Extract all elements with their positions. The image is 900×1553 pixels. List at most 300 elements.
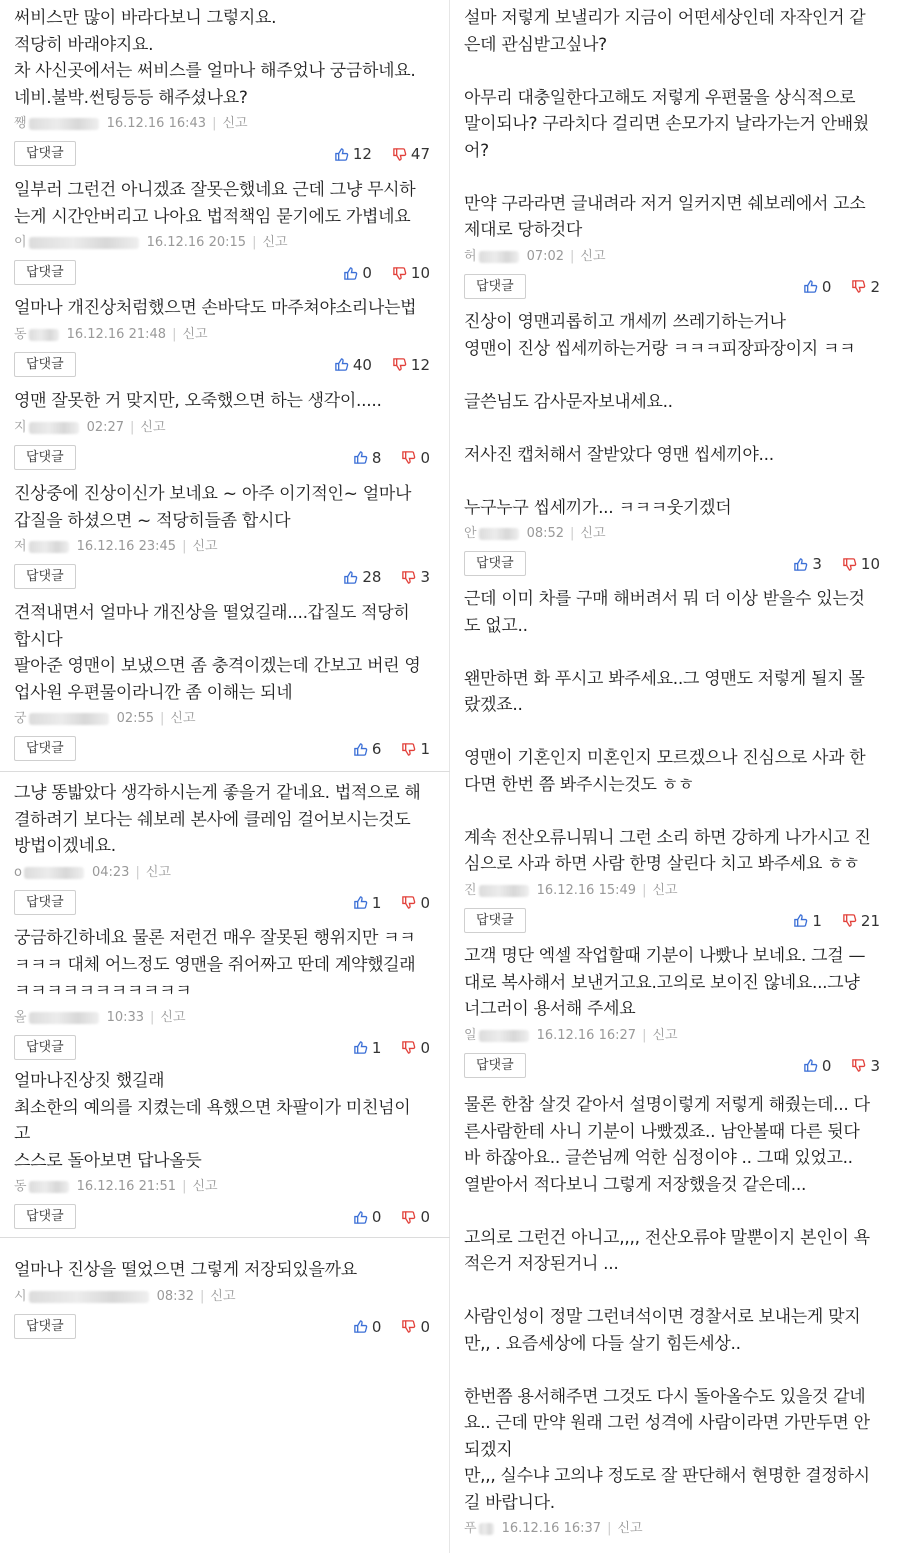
vote-group [334,145,430,163]
reply-button[interactable]: 답댓글 [464,1053,526,1078]
meta-separator: | [182,1179,187,1194]
thumbs-down-icon [392,357,411,372]
comment-actions [14,736,436,762]
comment-date: 16.12.16 16:37 [501,1521,602,1536]
comment-text-line: 영맨 잘못한 거 맞지만, 오죽했으면 하는 생각이..... [14,391,382,411]
thumbs-down-icon [392,147,411,162]
downvote-button[interactable] [851,278,880,296]
report-link[interactable]: 신고 [580,526,606,541]
meta-separator: | [642,1027,647,1043]
comment-text-line: 만,,, 실수냐 고의냐 정도로 잘 판단해서 현명한 결정하시 [464,1466,870,1486]
meta-separator: | [130,419,135,435]
thumbs-down-icon [842,913,861,928]
blurred-author-mask [29,713,109,725]
thumbs-up-icon [334,357,353,372]
comment-text-line: 랐겠죠.. [464,695,523,715]
comment-text-line: 고 [14,1124,31,1144]
comment-text-line: 얼마나 진상을 떨었으면 그렇게 저장되있을까요 [14,1260,357,1280]
vote-group [353,1039,430,1057]
comment-text-line: 스스로 돌아보면 답나올듯 [14,1150,202,1171]
section-divider [0,771,450,772]
thumbs-down-icon [842,557,861,572]
blurred-author-mask [24,867,84,879]
meta-separator: | [570,248,575,264]
thumbs-up-icon [353,450,372,465]
comment-text-line: 다면 한번 쯤 봐주시는것도 ㅎㅎ [464,774,695,795]
comment-text-line: 는게 시간안버리고 나아요 법적책임 묻기에도 가볍네요 [14,206,411,227]
thumbs-up-icon [353,1319,372,1334]
thumbs-up-icon [353,1210,372,1225]
report-link[interactable]: 신고 [145,864,171,880]
comment-text-line [464,639,886,666]
reply-button[interactable]: 답댓글 [464,274,526,299]
thumbs-down-icon [401,570,420,585]
comment-meta [464,881,886,901]
comment-text-line [464,362,886,389]
report-link[interactable]: 신고 [652,1027,678,1043]
comment-date: 08:52 [526,526,565,541]
comment-text [14,5,436,111]
comment-actions [464,274,886,300]
comment-text-line: 일부러 그런건 아니겠죠 잘못은했네요 근데 그냥 무시하 [14,180,416,200]
upvote-count: 1 [371,1038,382,1057]
comment-text-line: 사람인성이 정말 그런녀석이면 경찰서로 보내는게 맞지 [464,1307,861,1327]
vote-group [793,912,880,930]
comment-text-line: 제대로 당하것다 [464,220,582,240]
blurred-author-mask [479,251,519,263]
comment-text [14,177,436,230]
author-name[interactable]: 일 [464,1026,529,1046]
comment-text-line: 방법이겠네요. [14,836,116,856]
comment-text-line [464,1198,886,1225]
comment-item [450,586,900,934]
upvote-button[interactable] [803,1057,832,1075]
meta-separator: | [212,116,217,131]
upvote-count: 28 [362,568,382,586]
meta-separator: | [252,235,257,250]
comment-text-line [464,1357,886,1384]
section-divider [0,1237,450,1238]
downvote-button[interactable] [842,912,880,930]
upvote-button[interactable] [353,894,382,912]
report-link[interactable]: 신고 [140,419,166,435]
comment-text [14,925,436,1005]
downvote-button[interactable] [842,555,880,573]
upvote-count: 6 [371,740,382,758]
comment-text-line: 그냥 똥밟았다 생각하시는게 좋을거 같네요. 법적으로 해 [14,783,421,803]
comment-item [0,481,450,590]
downvote-count: 0 [420,1317,430,1336]
thumbs-up-icon [353,1040,372,1055]
comment-text [464,1092,886,1516]
meta-separator: | [607,1521,612,1536]
upvote-button[interactable] [353,449,382,467]
comment-text-line: 대로 복사해서 보낸거고요.고의로 보이진 않네요...그냥 [464,972,860,993]
comment-meta [464,524,886,544]
comment-text-line: 만약 구라라면 글내려라 저거 일커지면 쉐보레에서 고소 [464,193,866,214]
comment-text-line: 진상중에 진상이신가 보네요 ~ 아주 이기적인~ 얼마나 [14,484,412,504]
reply-button[interactable]: 답댓글 [14,890,76,915]
author-name[interactable]: 올 [14,1008,99,1028]
thumbs-up-icon [343,570,362,585]
comment-text [464,943,886,1023]
author-name[interactable]: 동 [14,1177,69,1197]
meta-separator: | [160,711,165,726]
upvote-count: 1 [371,893,382,912]
reply-button[interactable]: 답댓글 [14,1035,76,1060]
upvote-button[interactable] [334,356,372,374]
downvote-count: 1 [420,740,430,758]
downvote-count: 21 [860,911,880,930]
comment-actions [14,141,436,167]
thumbs-up-icon [353,895,372,910]
comment-text-line: 말이되나? 구라치다 걸리면 손모가지 날라가는거 안배웠 [464,114,870,134]
comment-actions [14,445,436,471]
comment-text-line: 누구누구 씹세끼가... ㅋㅋㅋ웃기겠더 [464,497,732,518]
thumbs-down-icon [401,1319,420,1334]
upvote-button[interactable] [803,278,832,296]
blurred-author-mask [29,541,69,553]
downvote-button[interactable] [401,740,430,758]
reply-button[interactable]: 답댓글 [14,564,76,589]
comment-actions [14,1314,436,1340]
downvote-count: 10 [860,555,880,573]
comment-text-line: 설마 저렇게 보낼리가 지금이 어떤세상인데 자작인거 같 [464,8,866,28]
upvote-button[interactable] [343,568,381,586]
comment-text [14,600,436,706]
comment-text-line: 고의로 그런건 아니고,,,, 전산오류야 말뿐이지 본인이 욕 [464,1227,870,1248]
comment-actions [14,352,436,378]
comment-text-line: 어? [464,140,489,161]
comment-text-line: 합시다 [14,629,63,650]
author-name[interactable]: 안 [464,524,519,544]
thumbs-up-icon [793,913,812,928]
report-link[interactable]: 신고 [222,116,248,131]
report-link[interactable]: 신고 [580,248,606,264]
downvote-count: 0 [420,1208,430,1226]
comment-text-line: 차 사신곳에서는 써비스를 얼마나 해주었나 궁금하네요. [14,61,416,81]
comment-text [14,481,436,534]
report-link[interactable]: 신고 [192,539,218,554]
comment-text-line: 견적내면서 얼마나 개진상을 떨었길래....갑질도 적당히 [14,603,410,623]
reply-button[interactable]: 답댓글 [14,352,76,377]
thumbs-down-icon [851,1058,870,1073]
thumbs-up-icon [803,279,822,294]
author-name[interactable]: 진 [464,881,529,901]
author-name[interactable]: 동 [14,325,59,345]
comment-meta [464,247,886,267]
report-link[interactable]: 신고 [210,1288,236,1304]
blurred-author-mask [479,1030,529,1042]
comment-text-line: 결하려기 보다는 쉐보레 본사에 클레임 걸어보시는것도 [14,809,411,830]
upvote-button[interactable] [343,264,372,282]
reply-button[interactable]: 답댓글 [464,551,526,576]
upvote-button[interactable] [353,740,382,758]
downvote-button[interactable] [401,1208,430,1226]
vote-group [334,356,430,374]
comment-text-line: 계속 전산오류니뭐니 그런 소리 하면 강하게 나가시고 진 [464,827,871,848]
comment-item [0,780,450,916]
comment-date: 07:02 [526,248,565,264]
comment-text-line: 최소한의 예의를 지켰는데 욕했으면 차팔이가 미친넘이 [14,1097,411,1118]
comment-actions [14,890,436,916]
author-name[interactable]: 궁 [14,709,109,729]
report-link[interactable]: 신고 [192,1179,218,1194]
comment-text [14,1068,436,1174]
upvote-count: 40 [352,355,372,374]
thumbs-down-icon [851,279,870,294]
comment-date: 16.12.16 16:27 [536,1027,637,1043]
upvote-count: 8 [371,448,382,467]
report-link[interactable]: 신고 [652,882,678,898]
comment-text-line: 적은거 저장된거니 ... [464,1254,619,1274]
vote-group [803,278,880,296]
comment-text-line [464,1278,886,1305]
comment-text-line [464,798,886,825]
author-name[interactable]: 푸 [464,1519,494,1539]
upvote-button[interactable] [793,555,822,573]
comment-date: 04:23 [91,864,130,880]
comment-text-line [464,719,886,746]
meta-separator: | [135,864,140,880]
upvote-count: 0 [821,1056,832,1075]
comment-text [464,309,886,521]
downvote-count: 3 [420,568,430,586]
meta-separator: | [570,526,575,541]
thumbs-up-icon [803,1058,822,1073]
comment-text-line: 한번쯤 용서해주면 그것도 다시 돌아올수도 있을것 같네 [464,1386,866,1407]
comment-text-line: 근데 이미 차를 구매 해버려서 뭐 더 이상 받을수 있는것 [464,589,865,609]
comment-meta [14,114,436,134]
downvote-button[interactable] [392,356,430,374]
downvote-button[interactable] [401,449,430,467]
author-name[interactable]: 이 [14,233,139,253]
upvote-count: 1 [812,911,822,930]
comment-text-line: 은데 관심받고싶나? [464,34,607,55]
comment-date: 02:27 [86,419,125,435]
meta-separator: | [172,326,177,342]
comment-text-line [464,468,886,495]
downvote-button[interactable] [401,1039,430,1057]
comment-actions [464,1053,886,1079]
vote-group [353,1208,430,1226]
downvote-button[interactable] [401,1318,430,1336]
downvote-button[interactable] [392,264,430,282]
comment-item [0,295,450,378]
upvote-button[interactable] [793,912,822,930]
comment-meta [464,1026,886,1046]
comment-item [450,1092,900,1539]
comment-meta [14,233,436,253]
comment-text-line: 너그러이 용서해 주세요 [464,999,636,1019]
reply-button[interactable]: 답댓글 [14,1314,76,1339]
comment-text [14,1257,436,1284]
comment-date: 08:32 [156,1288,195,1304]
report-link[interactable]: 신고 [617,1521,643,1536]
comment-item [0,1257,450,1340]
comment-meta [14,709,436,729]
comment-text-line: 아무리 대충일한다고해도 저렇게 우편물을 상식적으로 [464,87,856,108]
comment-text-line: 물론 한참 살것 같아서 설명이렇게 저렇게 해줬는데... 다 [464,1095,870,1115]
comment-text-line: 영맨이 진상 씹세끼하는거랑 ㅋㅋㅋ피장파장이지 ㅋㅋ [464,338,856,359]
comment-text-line: 팔아준 영맨이 보냈으면 좀 충격이겠는데 간보고 버린 영 [14,656,421,676]
meta-separator: | [642,882,647,898]
vote-group [353,449,430,467]
blurred-author-mask [479,1523,494,1535]
comment-item [0,1068,450,1230]
blurred-author-mask [29,1291,149,1303]
comment-text-line: 심으로 사과 하면 사람 한명 살린다 치고 봐주세요 ㅎㅎ [464,854,860,874]
blurred-author-mask [29,329,59,341]
blurred-author-mask [29,237,139,249]
upvote-count: 0 [362,264,372,282]
upvote-count: 3 [812,555,822,573]
thumbs-down-icon [401,1210,420,1225]
comment-text-line: 업사원 우편물이라니깐 좀 이해는 되네 [14,682,293,703]
author-name[interactable]: 지 [14,418,79,438]
comment-text-line [464,164,886,191]
report-link[interactable]: 신고 [170,711,196,726]
upvote-button[interactable] [353,1318,382,1336]
comment-text [14,388,436,415]
author-name[interactable]: 쨍 [14,114,99,134]
downvote-count: 12 [410,355,430,374]
thumbs-down-icon [401,895,420,910]
upvote-count: 0 [371,1317,382,1336]
author-name[interactable]: 허 [464,247,519,267]
comment-text-line: 궁금하긴하네요 물론 저런건 매우 잘못된 행위지만 ㅋㅋ [14,928,416,948]
thumbs-up-icon [353,742,372,757]
comment-text-line: 적당히 바래야지요. [14,34,154,55]
comment-actions [14,1035,436,1061]
thumbs-down-icon [401,1040,420,1055]
comment-text-line [464,415,886,442]
upvote-button[interactable] [334,145,372,163]
comment-text-line: 고객 명단 엑셀 작업할때 기분이 나빴나 보네요. 그걸 — [464,946,866,966]
comment-text-line: 른사람한테 사니 기분이 나빴겠죠.. 남안볼때 다른 뒷다 [464,1121,860,1142]
vote-group [353,1318,430,1336]
reply-button[interactable]: 답댓글 [14,736,76,761]
downvote-count: 10 [410,264,430,282]
comment-actions [464,908,886,934]
author-name[interactable]: 시 [14,1287,149,1307]
comment-text-line: 도 없고.. [464,615,528,636]
comment-item [0,388,450,471]
comment-text-line: 갑질을 하셨으면 ~ 적당히들좀 합시다 [14,510,291,531]
comment-text-line: ㅋㅋㅋㅋㅋㅋㅋㅋㅋㅋㅋ [14,981,192,1001]
report-link[interactable]: 신고 [182,326,208,342]
comment-actions [14,1204,436,1230]
blurred-author-mask [29,118,99,130]
comment-text-line: 바 하잖아요.. 글쓴님께 억한 심정이야 .. 그때 있었고.. [464,1148,853,1168]
thumbs-up-icon [793,557,812,572]
comment-meta [14,1008,436,1028]
comment-text-line: 글쓴님도 감사문자보내세요.. [464,391,673,412]
comment-item [0,177,450,286]
comment-text-line: 얼마나진상짓 했길래 [14,1071,165,1091]
upvote-button[interactable] [353,1039,382,1057]
comment-text [14,295,436,322]
comment-text-line [464,58,886,85]
comment-text [464,5,886,244]
comment-date: 16.12.16 21:51 [76,1179,177,1194]
thumbs-up-icon [343,266,362,281]
comment-actions [14,564,436,590]
comment-text-line: 얼마나 개진상처럼했으면 손바닥도 마주쳐야소리나는법 [14,298,417,318]
comment-text-line: 길 바랍니다. [464,1492,555,1513]
comment-text-line: 써비스만 많이 바라다보니 그렇지요. [14,8,277,28]
downvote-button[interactable] [392,145,430,163]
upvote-count: 0 [821,277,832,296]
meta-separator: | [182,539,187,554]
thumbs-down-icon [401,450,420,465]
downvote-count: 0 [420,893,430,912]
downvote-count: 47 [410,145,430,163]
comment-item [0,5,450,167]
vote-group [343,264,430,282]
comment-meta [14,1177,436,1197]
comment-meta [464,1519,886,1539]
downvote-button[interactable] [401,894,430,912]
reply-button[interactable]: 답댓글 [14,260,76,285]
comment-actions [14,260,436,286]
blurred-author-mask [479,885,529,897]
vote-group [353,894,430,912]
comment-date: 16.12.16 16:43 [106,116,207,131]
comment-meta [14,863,436,883]
reply-button[interactable]: 답댓글 [14,1204,76,1229]
comment-date: 10:33 [106,1009,145,1025]
comment-text-line: 영맨이 기혼인지 미혼인지 모르겠으나 진심으로 사과 한 [464,748,866,768]
comment-item [0,925,450,1061]
report-link[interactable]: 신고 [262,235,288,250]
comment-date: 16.12.16 21:48 [66,326,167,342]
comment-text-line: ㅋㅋㅋ 대체 어느정도 영맨을 쥐어짜고 딴데 계약했길래 [14,954,416,975]
thumbs-up-icon [334,147,353,162]
thumbs-down-icon [392,266,411,281]
comment-meta [14,418,436,438]
blurred-author-mask [29,422,79,434]
author-name[interactable]: 저 [14,537,69,557]
comment-date: 16.12.16 15:49 [536,882,637,898]
comment-meta [14,1287,436,1307]
vote-group [353,740,430,758]
comment-text-line: 진상이 영맨괴롭히고 개세끼 쓰레기하는거나 [464,312,786,332]
thumbs-down-icon [401,742,420,757]
downvote-button[interactable] [401,568,430,586]
comment-text-line: 되겠지 [464,1439,513,1460]
author-name[interactable]: o [14,863,84,883]
comment-text-line: 열받아서 적다보니 그렇게 저장했을것 같은데... [464,1174,807,1195]
downvote-count: 0 [420,448,430,467]
comment-item [450,943,900,1079]
downvote-count: 3 [870,1056,880,1075]
comment-date: 02:55 [116,711,155,726]
downvote-button[interactable] [851,1057,880,1075]
comment-item [450,5,900,300]
reply-button[interactable]: 답댓글 [14,141,76,166]
comment-meta [14,325,436,345]
comment-text-line: 만,, . 요즘세상에 다들 살기 힘든세상.. [464,1333,741,1354]
reply-button[interactable]: 답댓글 [464,908,526,933]
reply-button[interactable]: 답댓글 [14,445,76,470]
comment-actions [464,551,886,577]
comment-text-line: 요.. 근데 만약 원래 그런 성격에 사람이라면 가만두면 안 [464,1413,870,1433]
meta-separator: | [200,1288,205,1304]
upvote-button[interactable] [353,1208,382,1226]
vote-group [803,1057,880,1075]
report-link[interactable]: 신고 [160,1009,186,1025]
